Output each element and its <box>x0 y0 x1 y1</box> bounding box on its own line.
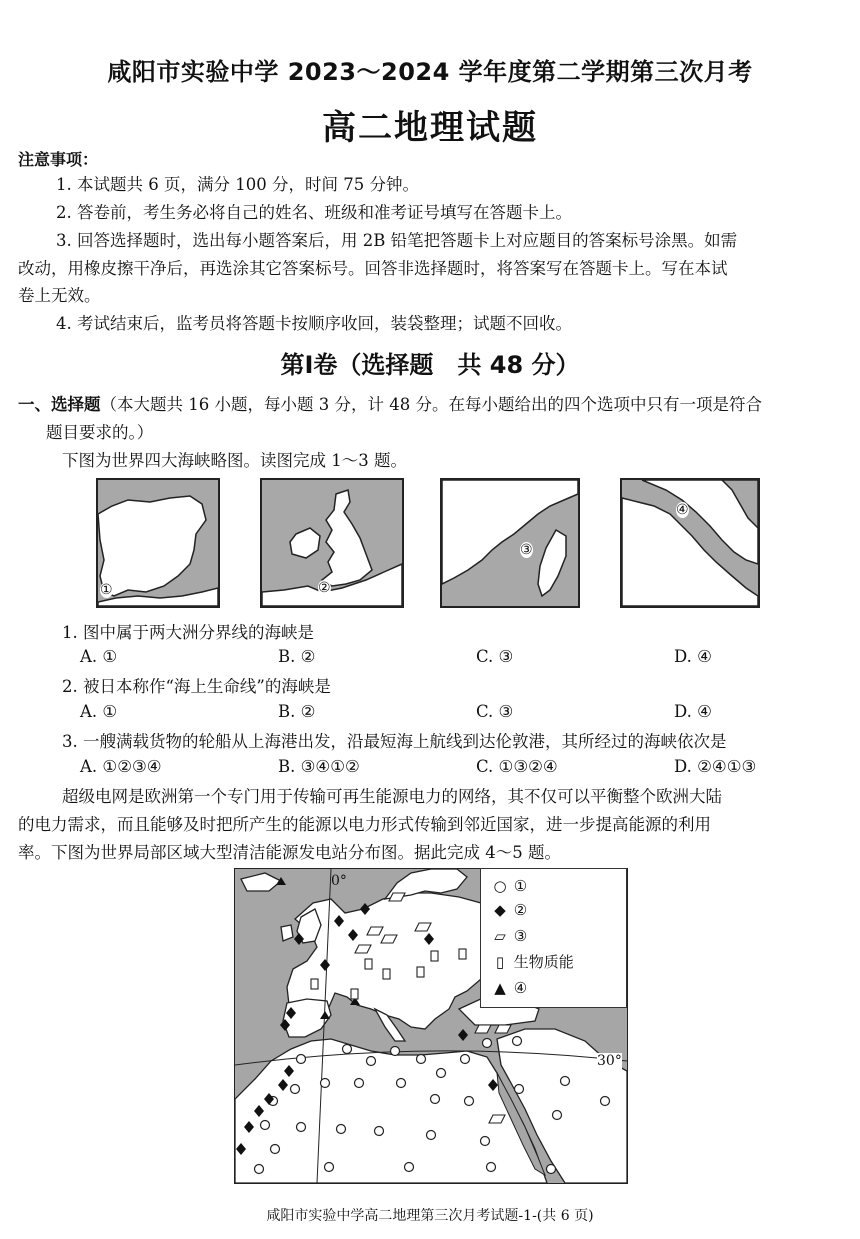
legend-symbol-5: ▲ <box>494 979 506 997</box>
note-item-3-cont: 改动，用橡皮擦干净后，再选涂其它答案标号。回答非选择题时，将答案写在答题卡上。写在本试 <box>18 259 728 278</box>
legend-symbol-2: ◆ <box>494 901 506 919</box>
part-desc: （本大题共 16 小题，每小题 3 分，计 48 分。在每小题给出的四个选项中只有一项是符合 <box>100 395 762 414</box>
intro-1-3: 下图为世界四大海峡略图。读图完成 1～3 题。 <box>62 451 407 470</box>
q1-option-a[interactable]: A. ① <box>80 647 118 666</box>
note-item-3-end: 卷上无效。 <box>18 286 101 305</box>
note-item-4: 4. 考试结束后，监考员将答题卡按顺序收回，装袋整理；试题不回收。 <box>56 314 572 333</box>
strait-map-2 <box>260 478 404 608</box>
strait-label-2: ② <box>318 580 331 596</box>
strait-map-1 <box>96 478 220 608</box>
q2-option-b[interactable]: B. ② <box>278 702 316 721</box>
legend-label-2: ② <box>513 901 528 919</box>
q2-option-d[interactable]: D. ④ <box>674 702 712 721</box>
strait-label-4: ④ <box>676 502 689 518</box>
strait-map-4 <box>620 478 760 608</box>
legend-label-4: 生物质能 <box>513 953 574 971</box>
q1-option-d[interactable]: D. ④ <box>674 647 712 666</box>
part-desc-2: 题目要求的。） <box>46 423 154 442</box>
legend-row-1 <box>491 875 527 897</box>
q3-option-c[interactable]: C. ①③②④ <box>476 757 558 776</box>
part-label: 一、选择题 <box>18 395 101 414</box>
passage-line-3: 率。下图为世界局部区域大型清洁能源发电站分布图。据此完成 4～5 题。 <box>18 843 561 862</box>
question-3-stem: 3. 一艘满载货物的轮船从上海港出发，沿最短海上航线到达伦敦港，其所经过的海峡依次是 <box>62 732 727 751</box>
strait-label-3: ③ <box>520 542 533 558</box>
q3-option-b[interactable]: B. ③④①② <box>278 757 360 776</box>
legend-row-2 <box>491 899 527 921</box>
q3-option-a[interactable]: A. ①②③④ <box>80 757 162 776</box>
q1-option-c[interactable]: C. ③ <box>476 647 514 666</box>
q2-option-c[interactable]: C. ③ <box>476 702 514 721</box>
question-2-stem: 2. 被日本称作“海上生命线”的海峡是 <box>62 677 331 696</box>
legend-row-4 <box>491 951 574 973</box>
meridian-label: 0° <box>331 873 347 889</box>
note-item-2: 2. 答卷前，考生务必将自己的姓名、班级和准考证号填写在答题卡上。 <box>56 203 572 222</box>
section-title: 第Ⅰ卷（选择题 共 48 分） <box>280 351 580 379</box>
note-item-3: 3. 回答选择题时，选出每小题答案后，用 2B 铅笔把答题卡上对应题目的答案标号涂黑。如需 <box>56 231 738 250</box>
legend-row-5 <box>491 977 527 999</box>
parallel-label: 30° <box>597 1053 622 1069</box>
subject-title: 高二地理试题 <box>322 108 538 148</box>
legend-label-3: ③ <box>513 927 528 945</box>
note-item-1: 1. 本试题共 6 页，满分 100 分，时间 75 分钟。 <box>56 175 419 194</box>
strait-map-3 <box>440 478 580 608</box>
question-1-stem: 1. 图中属于两大洲分界线的海峡是 <box>62 623 314 642</box>
legend-row-3 <box>491 925 527 947</box>
legend-symbol-3: ▱ <box>494 927 506 945</box>
passage-line-2: 的电力需求，而且能够及时把所产生的能源以电力形式传输到邻近国家，进一步提高能源的利用 <box>18 815 711 834</box>
legend-label-5: ④ <box>513 979 528 997</box>
q3-option-d[interactable]: D. ②④①③ <box>674 757 757 776</box>
q2-option-a[interactable]: A. ① <box>80 702 118 721</box>
energy-legend <box>480 868 627 1008</box>
legend-symbol-1: ○ <box>493 877 507 895</box>
page-footer: 咸阳市实验中学高二地理第三次月考试题-1-(共 6 页) <box>266 1208 594 1224</box>
strait-label-1: ① <box>100 582 113 598</box>
notes-heading: 注意事项： <box>18 150 99 169</box>
legend-label-1: ① <box>513 877 528 895</box>
q1-option-b[interactable]: B. ② <box>278 647 316 666</box>
legend-symbol-4: ▯ <box>495 953 505 971</box>
exam-title: 咸阳市实验中学 2023～2024 学年度第二学期第三次月考 <box>107 58 753 86</box>
passage-line-1: 超级电网是欧洲第一个专门用于传输可再生能源电力的网络，其不仅可以平衡整个欧洲大陆 <box>62 787 722 806</box>
